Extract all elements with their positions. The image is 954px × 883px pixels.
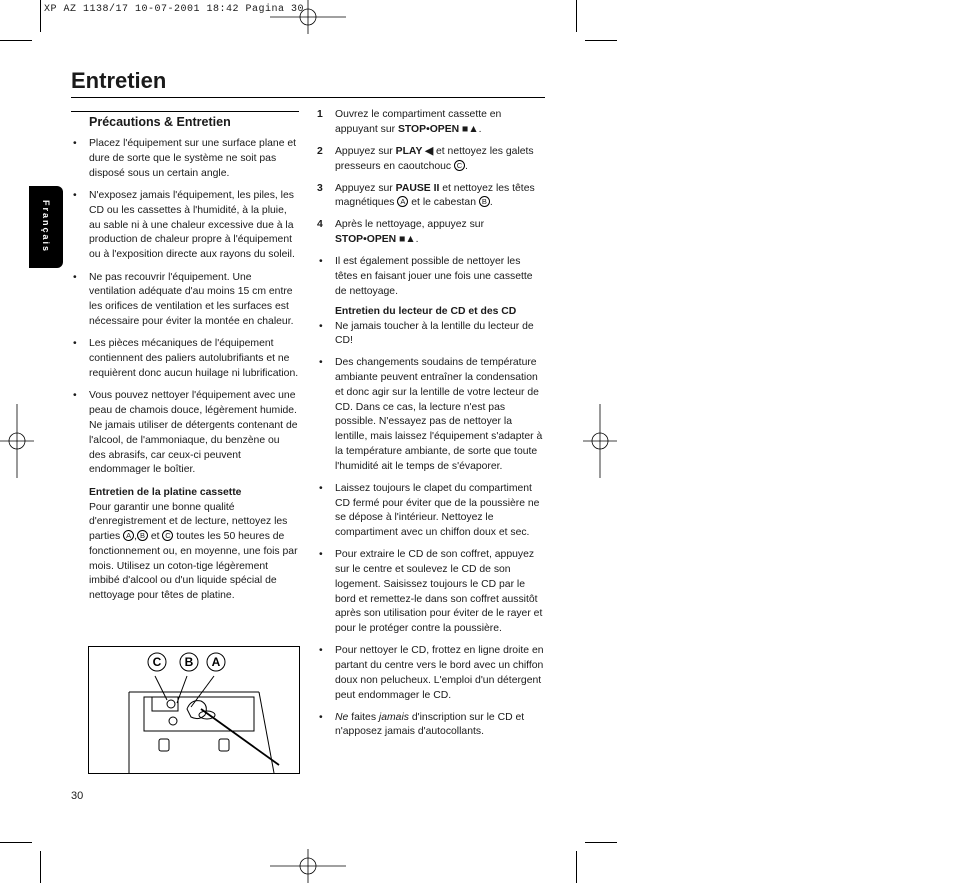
- cassette-deck-illustration: [88, 646, 300, 774]
- language-tab: [29, 186, 63, 268]
- precautions-list: [71, 137, 299, 478]
- part-c-marker: C: [454, 160, 465, 171]
- step-item: [317, 108, 545, 138]
- step-end: .: [415, 234, 419, 246]
- step-text: Appuyez sur: [335, 145, 393, 157]
- step-number: 3: [317, 182, 323, 194]
- list-item: • Pour extraire le CD de son coffret, appuyez sur le centre et soulevez le CD de son logement. Saisissez toujours le CD par le bord et remettez-le dans son coffret aussitôt après son utilisation pour éviter de le rayer et pour le protéger contre la poussière.: [317, 548, 545, 637]
- step-item: [317, 218, 545, 248]
- list-item: • Ne pas recouvrir l'équipement. Une ventilation adéquate d'au moins 15 cm entre les orifices de ventilation et les surfaces est nécessaire pour éviter la montée en chaleur.: [71, 271, 299, 330]
- list-item: • Pour nettoyer le CD, frottez en ligne droite en partant du centre vers le bord avec un chiffon doux non pelucheux. L'emploi d'un détergent peut endommager le CD.: [317, 644, 545, 703]
- part-a-marker: A: [397, 196, 408, 207]
- cassette-note-list: [317, 255, 545, 299]
- list-item: • Les pièces mécaniques de l'équipement contiennent des paliers autolubrifiants et ne requièrent donc aucun huilage ni lubrification.: [71, 337, 299, 381]
- right-column: [317, 108, 545, 747]
- step-end: .: [478, 123, 482, 135]
- cassette-text-2: toutes les 50 heures de fonctionnement ou, en moyenne, une fois par mois. Utilisez un coton-tige légèrement imbibé d'alcool ou d'un liquide spécial de nettoyage pour têtes de platine.: [89, 531, 298, 602]
- step-text-2: et nettoyez les galets presseurs en caoutchouc: [335, 145, 534, 172]
- step-text-2: et nettoyez les têtes magnétiques: [335, 182, 535, 209]
- step-end: .: [465, 160, 468, 172]
- cassette-heading: Entretien de la platine cassette: [89, 486, 242, 498]
- emphasis-text: Ne: [335, 711, 349, 723]
- list-item: • Des changements soudains de température ambiante peuvent entraîner la condensation et donc agir sur la lentille de votre lecteur de CD. Dans ce cas, la lecture n'est pas possible. N'essayez pas de nettoyer la lentille, mais laissez l'équipement s'adapter à la température ambiante, de sorte que toute l'humidité ait le temps de s'évaporer.: [317, 356, 545, 474]
- list-item: [317, 711, 545, 741]
- list-item: • Placez l'équipement sur une surface plane et dure de sorte que le système ne soit pas disposé sous un certain angle.: [71, 137, 299, 181]
- page-title: Entretien: [71, 68, 167, 93]
- cassette-deck-drawing: [89, 647, 299, 773]
- cassette-text-1: Pour garantir une bonne qualité d'enregistrement et de lecture, nettoyez les parties: [89, 501, 288, 543]
- step-number: 1: [317, 109, 323, 120]
- language-tab-label: Français: [41, 200, 51, 254]
- part-b-marker: B: [479, 196, 490, 207]
- bullet-text-2: d'inscription sur le CD et n'apposez jamais d'autocollants.: [335, 711, 525, 738]
- part-c-marker: C: [162, 530, 173, 541]
- part-a-marker: A: [123, 530, 134, 541]
- emphasis-text: jamais: [378, 711, 409, 723]
- cassette-paragraph: Pour garantir une bonne qualité d'enregistrement et de lecture, nettoyez les parties A , B et C toutes les 50 heures de fonctionnement ou, en moyenne, une fois par mois. Utilisez un coton-tige légèrement imbibé d'alcool ou d'un liquide spécial de nettoyage pour têtes de platine.: [89, 501, 298, 602]
- cleaning-steps: [317, 108, 545, 248]
- list-item: • Laissez toujours le clapet du compartiment CD fermé pour éviter que de la poussière ne se dépose à l'intérieur. Nettoyez le compartiment avec un chiffon doux et sec.: [317, 482, 545, 541]
- key-label: STOP•OPEN ■▲: [335, 234, 416, 246]
- figure-label-c: C: [152, 655, 162, 669]
- title-rule: [71, 97, 545, 98]
- step-item: [317, 182, 545, 212]
- bullet-text: faites: [351, 711, 377, 723]
- step-text: Appuyez sur: [335, 182, 393, 194]
- cassette-and: et: [150, 531, 160, 543]
- list-item: • N'exposez jamais l'équipement, les piles, les CD ou les cassettes à l'humidité, à la pluie, au sable ni à une chaleur excessive due à la production de chaleur propre à l'équipement ou à l'exposition directe aux rayons du soleil.: [71, 189, 299, 263]
- step-number: 2: [317, 145, 323, 157]
- print-slug: XP AZ 1138/17 10-07-2001 18:42 Pagina 30: [44, 4, 305, 15]
- cd-heading: Entretien du lecteur de CD et des CD: [335, 305, 517, 317]
- left-column: [71, 111, 299, 604]
- step-item: [317, 145, 545, 175]
- step-text-3: et le cabestan: [411, 197, 476, 209]
- step-text: Ouvrez le compartiment cassette en appuyant sur: [335, 109, 502, 135]
- part-b-marker: B: [137, 530, 148, 541]
- step-end: .: [489, 197, 493, 209]
- figure-label-b: B: [184, 655, 194, 669]
- list-item: • Ne jamais toucher à la lentille du lecteur de CD!: [317, 320, 545, 350]
- step-text: Après le nettoyage, appuyez sur: [335, 219, 485, 231]
- cd-care-list: [317, 320, 545, 741]
- list-item: • Vous pouvez nettoyer l'équipement avec une peau de chamois douce, légèrement humide. Ne jamais utiliser de détergents contenant de l'alcool, de l'ammoniaque, du benzène ou des abrasifs, car ceux-ci peuvent endommager le boîtier.: [71, 389, 299, 478]
- figure-label-a: A: [211, 655, 221, 669]
- key-label: PAUSE II: [395, 182, 440, 194]
- key-label: STOP•OPEN ■▲: [397, 123, 479, 135]
- page-number: 30: [71, 790, 84, 802]
- step-number: 4: [317, 219, 323, 231]
- precautions-heading: Précautions & Entretien: [71, 111, 299, 129]
- key-label: PLAY ◀: [395, 145, 434, 157]
- list-item: • Il est également possible de nettoyer les têtes en faisant jouer une fois une cassette de nettoyage.: [317, 255, 545, 299]
